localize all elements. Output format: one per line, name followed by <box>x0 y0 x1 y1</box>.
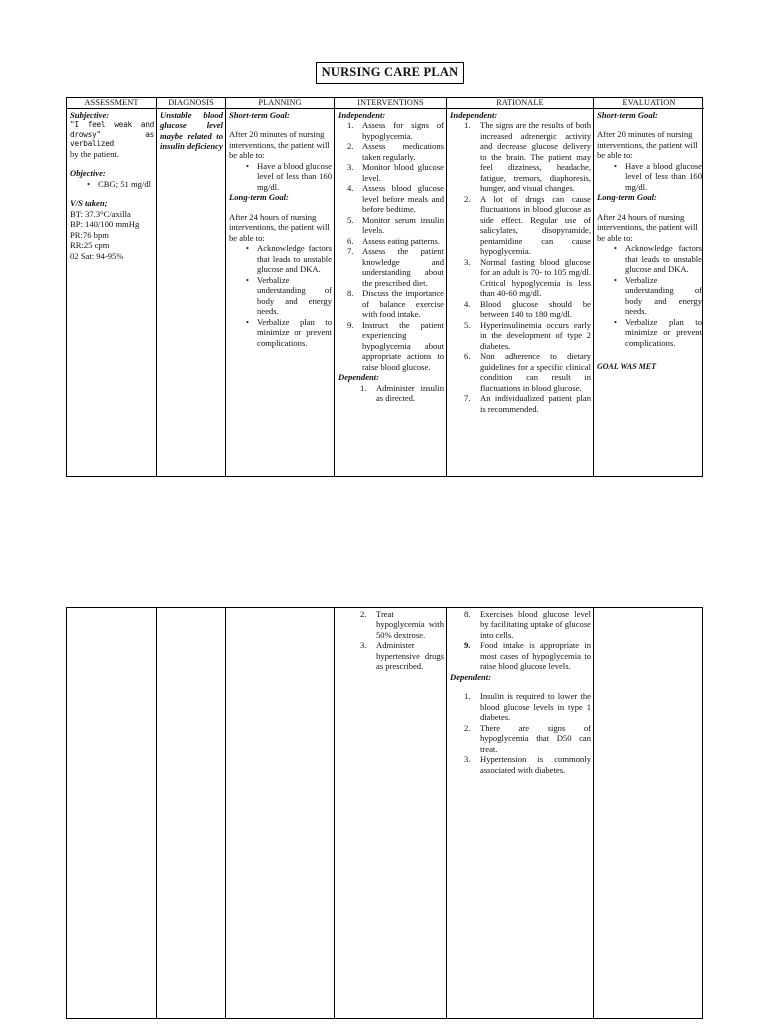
vital-sign-pr: PR:76 bpm <box>70 229 109 240</box>
rationale-item: 6. Non adherence to dietary guidelines for a specific clinical condition can result in fluctuations in blood glucose. <box>464 351 591 393</box>
header-interventions: INTERVENTIONS <box>335 98 446 109</box>
rationale-independent-list <box>450 120 591 414</box>
evaluation-column-continued <box>594 608 704 1018</box>
page-title: NURSING CARE PLAN <box>316 62 464 84</box>
interventions-dependent-list <box>338 383 444 404</box>
interventions-column <box>335 98 447 476</box>
rationale-item: 1. The signs are the results of both increased adrenergic activity and decrease glucose delivery to the brain. The patient may feel dizziness, headache, fatigue, tremors, diaphoresis, hunger, and visual changes. <box>464 120 591 194</box>
rationale-item: 1. Insulin is required to lower the blood glucose levels in type 1 diabetes. <box>464 691 591 723</box>
header-assessment: ASSESSMENT <box>67 98 156 109</box>
rationale-item: 5. Hyperinsulinemia occurs early in the development of type 2 diabetes. <box>464 319 591 351</box>
vital-signs-label: V/S taken; <box>70 198 108 209</box>
rationale-dependent-list <box>450 691 591 775</box>
rationale-item: 3. Hypertension is commonly associated with diabetes. <box>464 754 591 775</box>
vital-sign-rr: RR:25 cpm <box>70 240 110 251</box>
assessment-column <box>67 98 157 476</box>
rationale-independent-label: Independent: <box>450 110 498 120</box>
evaluation-column <box>594 98 704 476</box>
vital-sign-bp: BP: 140/100 mmHg <box>70 219 140 230</box>
rationale-item: 3. Normal fasting blood glucose for an adult is 70- to 105 mg/dl. Critical hypoglycemia is less than 40-60 mg/dl. <box>464 256 591 299</box>
care-plan-table-page-2 <box>66 607 703 1019</box>
evaluation-short-term-list <box>597 161 702 192</box>
subjective-label: Subjective: <box>70 110 110 120</box>
assessment-column-continued <box>67 608 157 1018</box>
vital-sign-bt: BT: 37.3°C/axilla <box>70 208 131 219</box>
interventions-dependent-list-continued <box>338 609 444 672</box>
evaluation-short-term-label: Short-term Goal: <box>597 110 658 120</box>
goal-met-statement: GOAL WAS MET <box>597 362 656 372</box>
planning-long-term-item: • Acknowledge factors that leads to unstable glucose and DKA. <box>229 243 332 274</box>
interventions-independent-list <box>338 120 444 372</box>
rationale-item: 4. Blood glucose should be between 140 to 180 mg/dl. <box>464 298 591 320</box>
vital-sign-o2: 02 Sat: 94-95% <box>70 250 124 261</box>
planning-short-term-label: Short-term Goal: <box>229 110 290 120</box>
planning-long-term-item: • Verbalize plan to minimize or prevent complications. <box>229 317 332 348</box>
evaluation-long-term-item: • Acknowledge factors that leads to unstable glucose and DKA. <box>597 243 702 274</box>
header-planning: PLANNING <box>226 98 334 109</box>
header-diagnosis: DIAGNOSIS <box>157 98 225 109</box>
evaluation-short-term-text: After 20 minutes of nursing interventions, the patient will be able to: <box>597 129 698 161</box>
evaluation-long-term-text: After 24 hours of nursing interventions, the patient will be able to: <box>597 211 698 243</box>
planning-long-term-item: • Verbalize understanding of body and energy needs. <box>229 275 332 317</box>
diagnosis-column <box>157 98 226 476</box>
rationale-item: 2. There are signs of hypoglycemia that D50 can treat. <box>464 722 591 754</box>
evaluation-long-term-item: • Verbalize plan to minimize or prevent complications. <box>597 317 702 348</box>
rationale-item: 7. An individualized patient plan is recommended. <box>464 393 591 414</box>
diagnosis-column-continued <box>157 608 226 1018</box>
evaluation-long-term-item: • Verbalize understanding of body and energy needs. <box>597 275 702 317</box>
rationale-item: 9. Food intake is appropriate in most cases of hypoglycemia to raise blood glucose levels. <box>464 640 591 672</box>
diagnosis-text: Unstable blood glucose level maybe related to insulin deficiency <box>160 110 223 152</box>
planning-long-term-text: After 24 hours of nursing interventions, the patient will be able to: <box>229 211 330 243</box>
intervention-item: 7. Assess the patient knowledge and understanding about the prescribed diet. <box>347 246 444 288</box>
intervention-item: 5. Monitor serum insulin levels. <box>347 214 444 236</box>
rationale-item: 8. Exercises blood glucose level by facilitating uptake of glucose into cells. <box>464 609 591 640</box>
rationale-independent-list-continued <box>450 609 591 672</box>
intervention-item: 9. Instruct the patient experiencing hypoglycemia about appropriate actions to raise blood glucose. <box>347 319 444 372</box>
header-rationale: RATIONALE <box>447 98 593 109</box>
planning-long-term-list <box>229 243 332 348</box>
planning-short-term-item: • Have a blood glucose level of less than 160 mg/dl. <box>229 161 332 192</box>
intervention-item: 2. Assess medications taken regularly. <box>347 141 444 162</box>
intervention-item: 2. Treat hypoglycemia with 50% dextrose. <box>360 609 444 640</box>
intervention-item: 3. Monitor blood glucose level. <box>347 162 444 183</box>
objective-list <box>70 179 154 189</box>
evaluation-long-term-list <box>597 243 702 348</box>
interventions-dependent-label: Dependent: <box>338 372 380 383</box>
planning-short-term-text: After 20 minutes of nursing interventions, the patient will be able to: <box>229 129 330 161</box>
intervention-item: 4. Assess blood glucose level before meals and before bedtime. <box>347 183 444 215</box>
interventions-independent-label: Independent: <box>338 110 386 120</box>
intervention-item: 6. Assess eating patterns. <box>347 235 441 246</box>
care-plan-table-page-1 <box>66 97 703 477</box>
planning-column-continued <box>226 608 335 1018</box>
rationale-dependent-label: Dependent: <box>450 671 492 682</box>
planning-long-term-label: Long-term Goal: <box>229 192 289 203</box>
planning-short-term-list <box>229 161 332 192</box>
intervention-item: 8. Discuss the importance of balance exercise with food intake. <box>347 288 444 320</box>
evaluation-short-term-item: • Have a blood glucose level of less than 160 mg/dl. <box>597 161 702 192</box>
objective-label: Objective: <box>70 168 106 179</box>
intervention-item: 1. Administer insulin as directed. <box>360 382 444 404</box>
intervention-item: 1. Assess for signs of hypoglycemia. <box>347 120 444 141</box>
interventions-column-continued <box>335 608 447 1018</box>
objective-item: • CBG; 51 mg/dl <box>70 179 154 189</box>
planning-column <box>226 98 335 476</box>
subjective-quote: "I feel weak and drowsy" as verbalized <box>70 120 154 149</box>
rationale-column <box>447 98 594 476</box>
subjective-quote-tail: by the patient. <box>70 148 119 159</box>
header-evaluation: EVALUATION <box>594 98 704 109</box>
rationale-column-continued <box>447 608 594 1018</box>
intervention-item: 3. Administer hypertensive drugs as prescribed. <box>360 640 444 672</box>
rationale-item: 2. A lot of drugs can cause fluctuations in blood glucose as side effect. Regular use of salicylates, disopyramide, pentamidine can cause hypoglycemia. <box>464 193 591 257</box>
evaluation-long-term-label: Long-term Goal: <box>597 192 657 203</box>
